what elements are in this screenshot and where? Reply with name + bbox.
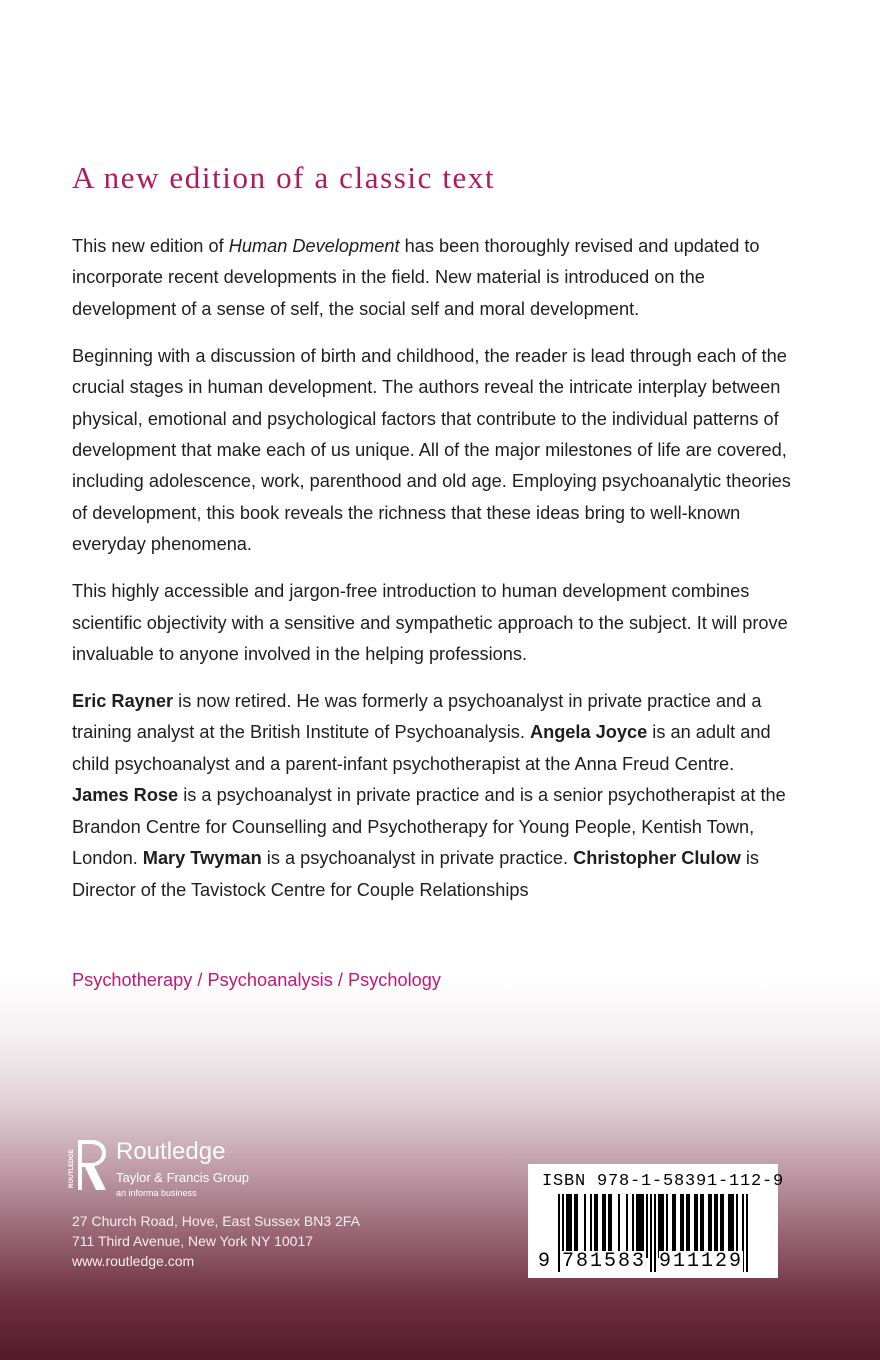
barcode-bar (632, 1194, 634, 1258)
barcode-bar (700, 1194, 702, 1258)
author-bio: is Director of the Tavistock Centre for Couple Relationships (72, 848, 760, 900)
barcode-bar (666, 1194, 668, 1258)
barcode-bar (730, 1194, 732, 1258)
barcode-bar (576, 1194, 578, 1258)
barcode-bar (608, 1194, 610, 1258)
barcode-bar (638, 1194, 640, 1258)
barcode-bar (584, 1194, 586, 1258)
author-bio: is a psychoanalyst in private practice. (261, 848, 574, 869)
barcode-bar (660, 1194, 662, 1258)
barcode-bar (646, 1194, 648, 1258)
author-bio: is now retired. He was formerly a psychoanalyst in private practice and a training analyst at the British Institute of Psychoanalysis. (72, 691, 762, 743)
barcode-bar (702, 1194, 704, 1258)
publisher-group: Taylor & Francis Group (116, 1170, 249, 1185)
isbn-label: ISBN 978-1-58391-112-9 (542, 1172, 785, 1191)
barcode-bar (708, 1194, 710, 1258)
barcode-bar (654, 1194, 656, 1272)
barcode-bar (642, 1194, 644, 1258)
headline: A new edition of a classic text (72, 160, 496, 195)
address-line-uk: 27 Church Road, Hove, East Sussex BN3 2FA (72, 1213, 360, 1229)
intro-text-before: This new edition of (72, 236, 229, 256)
book-title: Human Development (228, 236, 400, 256)
author-name: Christopher Clulow (573, 848, 741, 869)
barcode-bar (696, 1194, 698, 1258)
publisher-tagline: an informa business (116, 1188, 197, 1198)
barcode-bar (720, 1194, 722, 1258)
barcode-bar (672, 1194, 674, 1258)
publisher-address (72, 1211, 360, 1271)
barcode-bar (610, 1194, 612, 1258)
intro-paragraph (72, 231, 792, 325)
publisher-website: www.routledge.com (72, 1253, 195, 1269)
barcode-first-digit: 9 (538, 1250, 551, 1273)
barcode-bar (722, 1194, 724, 1258)
barcode-bar (570, 1194, 572, 1258)
barcode-bar (558, 1194, 560, 1272)
back-cover-body (72, 231, 792, 922)
routledge-logo-icon (64, 1136, 108, 1194)
barcode-bar (566, 1194, 568, 1258)
author-name: Mary Twyman (142, 848, 262, 869)
author-bio: is a psychoanalyst in private practice and is a senior psychotherapist at the Brandon Centre for Counselling and Psychotherapy for Young People, Kentish Town, London. (72, 785, 786, 869)
barcode-bar (674, 1194, 676, 1258)
barcode-bar (736, 1194, 738, 1258)
barcode-bar (594, 1194, 596, 1258)
audience-paragraph: This highly accessible and jargon-free introduction to human development combines scientific objectivity with a sensitive and sympathetic approach to the subject. It will prove invaluable to anyone involved in the helping professions. (72, 581, 788, 665)
barcode-bar (650, 1194, 652, 1272)
logo-vertical-text: ROUTLEDGE (68, 1149, 75, 1188)
barcode-bar (710, 1194, 712, 1258)
barcode-bar (746, 1194, 748, 1272)
barcode-bar (574, 1194, 576, 1258)
barcode-bar (662, 1194, 664, 1258)
author-name: Eric Rayner (72, 691, 174, 712)
publisher-name: Routledge (116, 1138, 226, 1165)
barcode-bar (728, 1194, 730, 1258)
barcode-bar (636, 1194, 638, 1258)
intro-text-after: has been thoroughly revised and updated to incorporate recent developments in the field. New material is introduced on the development of a sense of self, the social self and moral development. (72, 236, 760, 319)
barcode-bar (596, 1194, 598, 1258)
barcode-bar (694, 1194, 696, 1258)
barcode-left-digits: 781583 (562, 1250, 647, 1273)
barcode-bar (618, 1194, 620, 1258)
author-name: James Rose (72, 785, 179, 806)
address-line-us: 711 Third Avenue, New York NY 10017 (72, 1233, 314, 1249)
barcode-bar (682, 1194, 684, 1258)
barcode-bar (640, 1194, 642, 1258)
barcode-bar (568, 1194, 570, 1258)
barcode-bar (688, 1194, 690, 1258)
barcode-bar (716, 1194, 718, 1258)
isbn-barcode (528, 1164, 785, 1278)
barcode-bar (714, 1194, 716, 1258)
barcode-bar (604, 1194, 606, 1258)
barcode-bar (626, 1194, 628, 1258)
barcode-bar (658, 1194, 660, 1258)
barcode-bar (680, 1194, 682, 1258)
barcode-bar (732, 1194, 734, 1258)
barcode-right-digits: 911129 (659, 1250, 744, 1273)
barcode-bar (602, 1194, 604, 1258)
authors-paragraph (72, 686, 792, 906)
summary-paragraph: Beginning with a discussion of birth and childhood, the reader is lead through each of the crucial stages in human development. The authors reveal the intricate interplay between physical, emotional and psychological factors that contribute to the individual patterns of development that make each of us unique. All of the major milestones of life are covered, including adolescence, work, parenthood and old age. Employing psychoanalytic theories of development, this book reveals the richness that these ideas bring to well-known everyday phenomena. (72, 345, 791, 555)
barcode-bar (686, 1194, 688, 1258)
author-bio: is an adult and child psychoanalyst and a parent-infant psychotherapist at the Anna Freud Centre. (72, 722, 771, 774)
barcode-bar (590, 1194, 592, 1258)
subject-categories: Psychotherapy / Psychoanalysis / Psychology (72, 970, 441, 990)
author-name: Angela Joyce (529, 722, 648, 743)
